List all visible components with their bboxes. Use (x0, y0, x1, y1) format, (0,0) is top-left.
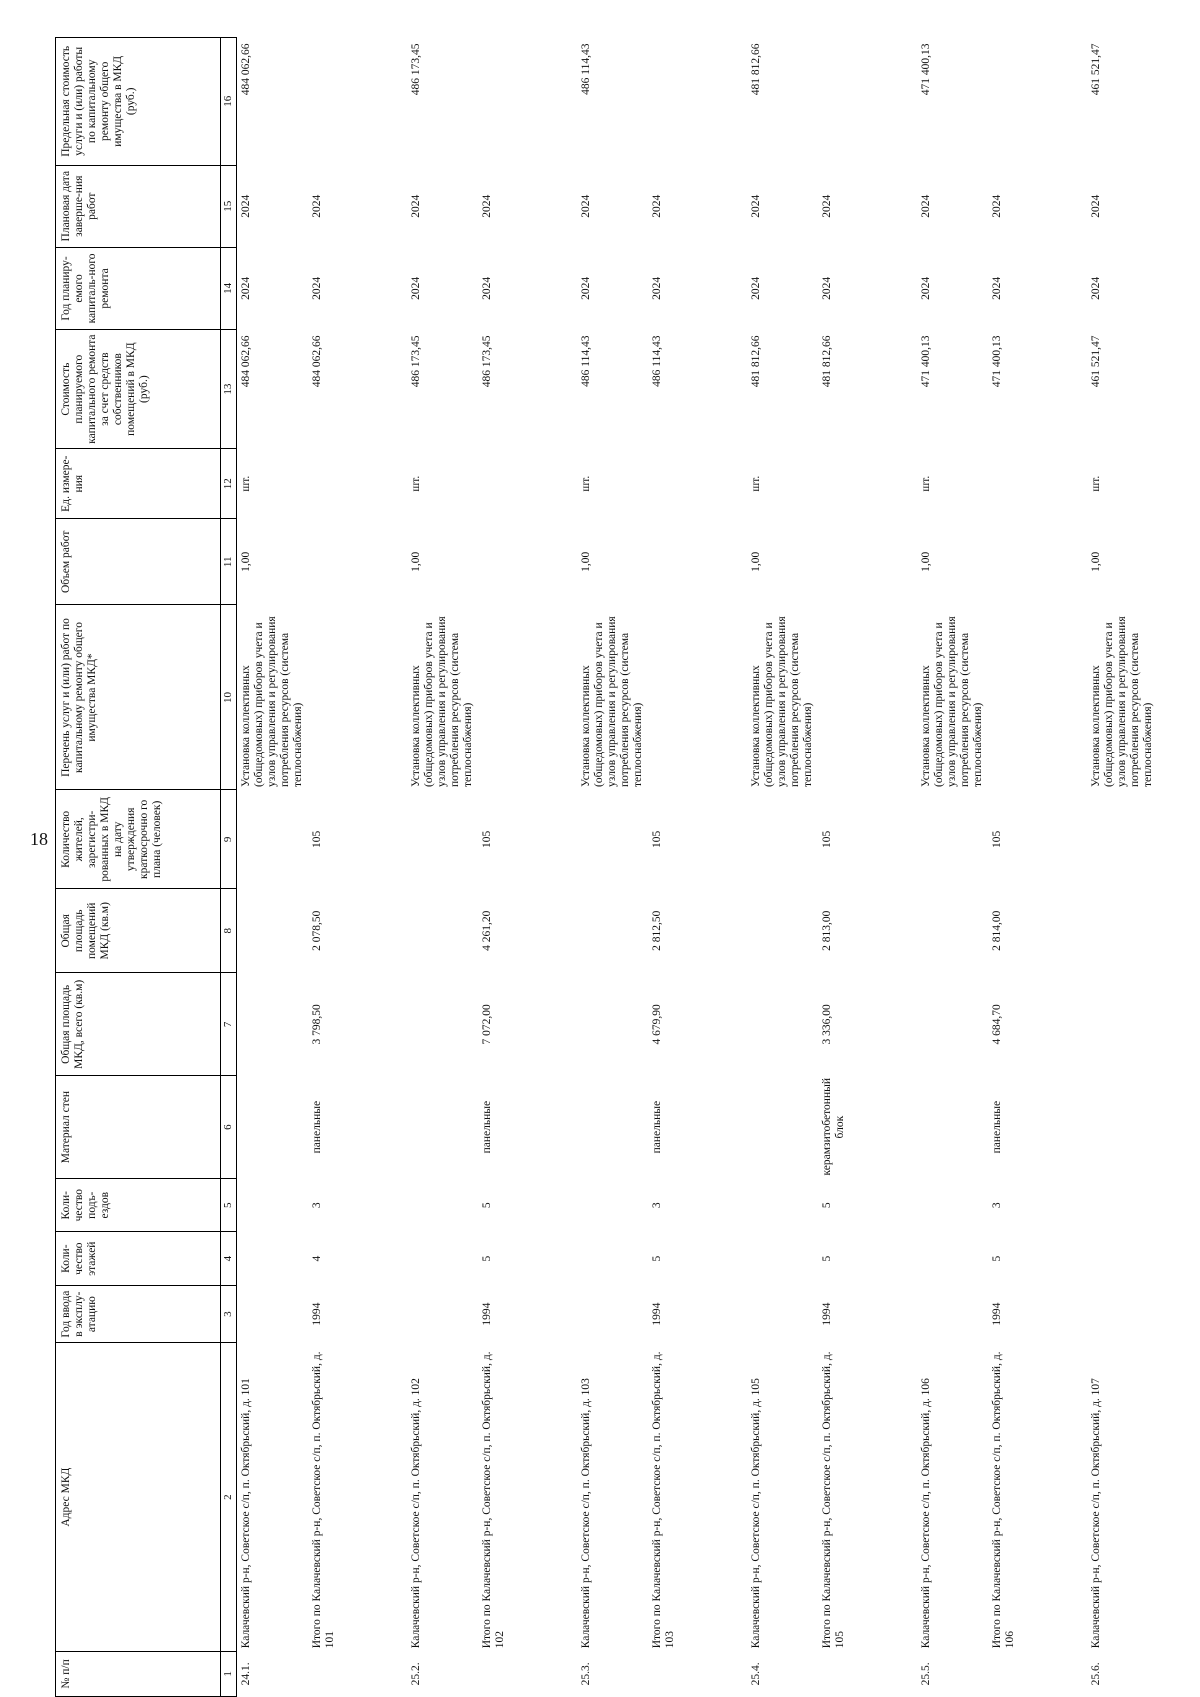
residents-cell: 105 (651, 830, 663, 848)
wall-material-cell (917, 1076, 988, 1179)
column-number-row (221, 38, 237, 1697)
end-date-cell: 2024 (750, 194, 762, 218)
wall-material-cell (407, 1076, 478, 1179)
limit-cost-cell (308, 38, 407, 166)
area-rooms-cell: 2 813,00 (821, 910, 833, 951)
year-built-cell (237, 1285, 309, 1343)
column-number: 16 (221, 38, 237, 166)
header-row (56, 38, 221, 1697)
address-cell: Итого по Калачевский р-н, Советское с/п, п. Октябрьский, д. 103 (651, 1351, 676, 1649)
column-number: 14 (221, 247, 237, 329)
column-number: 6 (221, 1076, 237, 1179)
work-list-cell (988, 605, 1087, 790)
residents-cell (917, 790, 988, 889)
volume-cell (648, 519, 747, 605)
address-cell: Калачевский р-н, Советское с/п, п. Октябрьский, д. 103 (580, 1378, 592, 1649)
repair-year-cell: 2024 (651, 276, 663, 300)
work-list-cell: Установка коллективных (общедомовых) приборов учета и узлов управления и регулирования потребления ресурсов (система теплоснабжения) (410, 616, 474, 787)
cost-cell: 486 173,45 (410, 335, 422, 388)
limit-cost-cell (988, 38, 1087, 166)
limit-cost-cell: 486 114,43 (580, 43, 592, 95)
table-row (407, 38, 478, 1697)
repair-year-cell: 2024 (750, 276, 762, 300)
floors-cell (1087, 1232, 1158, 1285)
row-number (478, 1651, 577, 1696)
header-cell: Год планиру-емого капиталь-ного ремонта (56, 247, 221, 329)
entrances-cell (577, 1179, 648, 1232)
address-cell: Итого по Калачевский р-н, Советское с/п, п. Октябрьский, д. 102 (481, 1351, 506, 1649)
wall-material-cell: панельные (481, 1100, 493, 1154)
row-number (818, 1651, 917, 1696)
header-cell: № п/п (56, 1651, 221, 1696)
limit-cost-cell: 461 521,47 (1090, 43, 1102, 96)
entrances-cell (407, 1179, 478, 1232)
unit-cell: шт. (410, 475, 422, 492)
row-number: 24.1. (240, 1662, 252, 1686)
year-built-cell: 1994 (481, 1302, 493, 1326)
column-number: 2 (221, 1343, 237, 1651)
header-cell: Год ввода в эксплу-атацию (56, 1285, 221, 1343)
row-number: 25.4. (750, 1662, 762, 1686)
area-rooms-cell: 4 261,20 (481, 910, 493, 951)
unit-cell (818, 449, 917, 519)
repair-year-cell: 2024 (481, 276, 493, 300)
total-row (818, 38, 917, 1697)
limit-cost-cell (818, 38, 917, 166)
year-built-cell (407, 1285, 478, 1343)
residents-cell: 105 (481, 830, 493, 848)
area-rooms-cell: 2 814,00 (991, 910, 1003, 951)
work-list-cell: Установка коллективных (общедомовых) приборов учета и узлов управления и регулирования потребления ресурсов (система теплоснабжения) (920, 616, 984, 787)
year-built-cell (917, 1285, 988, 1343)
repair-year-cell: 2024 (821, 276, 833, 300)
wall-material-cell (577, 1076, 648, 1179)
floors-cell: 4 (311, 1255, 323, 1262)
entrances-cell: 3 (991, 1202, 1003, 1209)
volume-cell: 1,00 (1090, 551, 1102, 572)
column-number: 11 (221, 519, 237, 605)
residents-cell (407, 790, 478, 889)
year-built-cell: 1994 (821, 1302, 833, 1326)
cost-cell: 481 812,66 (821, 335, 833, 388)
repair-year-cell: 2024 (311, 276, 323, 300)
area-rooms-cell (1087, 889, 1158, 973)
address-cell: Калачевский р-н, Советское с/п, п. Октябрьский, д. 106 (920, 1378, 932, 1649)
year-built-cell: 1994 (651, 1302, 663, 1326)
column-number: 1 (221, 1651, 237, 1696)
area-total-cell (917, 973, 988, 1076)
volume-cell: 1,00 (920, 551, 932, 572)
cost-cell: 481 812,66 (750, 335, 762, 388)
column-number: 13 (221, 330, 237, 449)
table-row (1087, 38, 1158, 1697)
row-number (988, 1651, 1087, 1696)
cost-cell: 486 114,43 (651, 335, 663, 387)
area-total-cell (407, 973, 478, 1076)
cost-cell: 484 062,66 (240, 335, 252, 388)
end-date-cell: 2024 (991, 194, 1003, 218)
end-date-cell: 2024 (311, 194, 323, 218)
total-row (988, 38, 1087, 1697)
header-cell: Коли-чество подъ-ездов (56, 1179, 221, 1232)
column-number: 15 (221, 165, 237, 247)
table-body (237, 38, 1159, 1697)
limit-cost-cell: 486 173,45 (410, 43, 422, 96)
end-date-cell: 2024 (240, 194, 252, 218)
area-total-cell (577, 973, 648, 1076)
address-cell: Калачевский р-н, Советское с/п, п. Октябрьский, д. 105 (750, 1378, 762, 1649)
table-row (917, 38, 988, 1697)
total-row (308, 38, 407, 1697)
page-number: 18 (30, 829, 48, 849)
header-cell: Стоимость планируемого капитального ремонта за счет средств собственников помещений в МКД (руб.) (56, 330, 221, 449)
entrances-cell (917, 1179, 988, 1232)
address-cell: Калачевский р-н, Советское с/п, п. Октябрьский, д. 101 (240, 1378, 252, 1649)
volume-cell (478, 519, 577, 605)
work-list-cell: Установка коллективных (общедомовых) приборов учета и узлов управления и регулирования потребления ресурсов (система теплоснабжения) (750, 616, 814, 787)
wall-material-cell (747, 1076, 818, 1179)
header-cell: Общая площадь помещений МКД (кв.м) (56, 889, 221, 973)
year-built-cell (577, 1285, 648, 1343)
limit-cost-cell: 481 812,66 (750, 43, 762, 96)
address-cell: Итого по Калачевский р-н, Советское с/п, п. Октябрьский, д. 101 (311, 1351, 336, 1649)
total-row (648, 38, 747, 1697)
entrances-cell: 5 (821, 1202, 833, 1209)
entrances-cell: 3 (651, 1202, 663, 1209)
column-number: 8 (221, 889, 237, 973)
floors-cell: 5 (651, 1255, 663, 1262)
cost-cell: 461 521,47 (1090, 335, 1102, 388)
row-number: 25.3. (580, 1662, 592, 1686)
volume-cell: 1,00 (240, 551, 252, 572)
unit-cell (988, 449, 1087, 519)
unit-cell: шт. (750, 475, 762, 492)
header-cell: Предельная стоимость услуги и (или) работы по капитальному ремонту общего имущества в МКД (руб.) (56, 38, 221, 166)
area-total-cell: 4 679,90 (651, 1004, 663, 1045)
area-total-cell: 3 798,50 (311, 1004, 323, 1045)
end-date-cell: 2024 (1090, 194, 1102, 218)
area-rooms-cell: 2 078,50 (311, 910, 323, 951)
floors-cell: 5 (821, 1255, 833, 1262)
floors-cell: 5 (991, 1255, 1003, 1262)
area-total-cell: 3 336,00 (821, 1004, 833, 1045)
floors-cell (577, 1232, 648, 1285)
floors-cell (237, 1232, 309, 1285)
residents-cell (1087, 790, 1158, 889)
column-number: 4 (221, 1232, 237, 1285)
residents-cell (747, 790, 818, 889)
column-number: 10 (221, 605, 237, 790)
repair-year-cell: 2024 (991, 276, 1003, 300)
wall-material-cell: керамзитобетонный блок (821, 1078, 846, 1176)
floors-cell: 5 (481, 1255, 493, 1262)
year-built-cell (1087, 1285, 1158, 1343)
wall-material-cell: панельные (311, 1100, 323, 1154)
work-list-cell: Установка коллективных (общедомовых) приборов учета и узлов управления и регулирования потребления ресурсов (система теплоснабжения) (1090, 616, 1154, 787)
residents-cell: 105 (311, 830, 323, 848)
wall-material-cell: панельные (991, 1100, 1003, 1154)
limit-cost-cell (478, 38, 577, 166)
repair-year-cell: 2024 (410, 276, 422, 300)
row-number (308, 1651, 407, 1696)
column-number: 7 (221, 973, 237, 1076)
table-row (577, 38, 648, 1697)
area-total-cell (747, 973, 818, 1076)
residents-cell: 105 (821, 830, 833, 848)
year-built-cell (747, 1285, 818, 1343)
area-rooms-cell (407, 889, 478, 973)
header-cell: Плановая дата заверше-ния работ (56, 165, 221, 247)
cost-cell: 471 400,13 (991, 335, 1003, 388)
area-total-cell (1087, 973, 1158, 1076)
residents-cell (237, 790, 309, 889)
row-number: 25.5. (920, 1662, 932, 1686)
column-number: 3 (221, 1285, 237, 1343)
repair-year-cell: 2024 (580, 276, 592, 300)
cost-cell: 484 062,66 (311, 335, 323, 388)
area-rooms-cell (237, 889, 309, 973)
rotated-page (55, 37, 1198, 1697)
limit-cost-cell: 484 062,66 (240, 43, 252, 96)
row-number (648, 1651, 747, 1696)
volume-cell: 1,00 (580, 551, 592, 572)
header-cell: Общая площадь МКД, всего (кв.м) (56, 973, 221, 1076)
end-date-cell: 2024 (481, 194, 493, 218)
column-number: 12 (221, 449, 237, 519)
work-list-cell: Установка коллективных (общедомовых) приборов учета и узлов управления и регулирования потребления ресурсов (система теплоснабжения) (240, 616, 304, 787)
floors-cell (407, 1232, 478, 1285)
cost-cell: 486 173,45 (481, 335, 493, 388)
repair-year-cell: 2024 (1090, 276, 1102, 300)
residents-cell: 105 (991, 830, 1003, 848)
header-cell: Материал стен (56, 1076, 221, 1179)
column-number: 9 (221, 790, 237, 889)
year-built-cell: 1994 (991, 1302, 1003, 1326)
wall-material-cell: панельные (651, 1100, 663, 1154)
year-built-cell: 1994 (311, 1302, 323, 1326)
volume-cell (308, 519, 407, 605)
unit-cell: шт. (240, 475, 252, 492)
total-row (478, 38, 577, 1697)
residents-cell (577, 790, 648, 889)
header-cell: Коли-чество этажей (56, 1232, 221, 1285)
row-number: 25.6. (1090, 1662, 1102, 1686)
volume-cell: 1,00 (750, 551, 762, 572)
unit-cell (478, 449, 577, 519)
capital-repair-table (55, 37, 1158, 1697)
area-total-cell (237, 973, 309, 1076)
area-rooms-cell (747, 889, 818, 973)
end-date-cell: 2024 (920, 194, 932, 218)
entrances-cell: 5 (481, 1202, 493, 1209)
unit-cell: шт. (920, 475, 932, 492)
address-cell: Калачевский р-н, Советское с/п, п. Октябрьский, д. 102 (410, 1378, 422, 1649)
table-row (747, 38, 818, 1697)
end-date-cell: 2024 (821, 194, 833, 218)
unit-cell (308, 449, 407, 519)
entrances-cell (747, 1179, 818, 1232)
work-list-cell: Установка коллективных (общедомовых) приборов учета и узлов управления и регулирования потребления ресурсов (система теплоснабжения) (580, 616, 644, 787)
limit-cost-cell (648, 38, 747, 166)
end-date-cell: 2024 (651, 194, 663, 218)
entrances-cell: 3 (311, 1202, 323, 1209)
unit-cell: шт. (580, 475, 592, 492)
floors-cell (917, 1232, 988, 1285)
limit-cost-cell: 471 400,13 (920, 43, 932, 96)
header-cell: Объем работ (56, 519, 221, 605)
work-list-cell (818, 605, 917, 790)
unit-cell: шт. (1090, 475, 1102, 492)
address-cell: Калачевский р-н, Советское с/п, п. Октябрьский, д. 107 (1090, 1378, 1102, 1649)
work-list-cell (308, 605, 407, 790)
work-list-cell (478, 605, 577, 790)
repair-year-cell: 2024 (920, 276, 932, 300)
area-total-cell: 4 684,70 (991, 1004, 1003, 1045)
wall-material-cell (1087, 1076, 1158, 1179)
area-rooms-cell (917, 889, 988, 973)
entrances-cell (1087, 1179, 1158, 1232)
end-date-cell: 2024 (580, 194, 592, 218)
end-date-cell: 2024 (410, 194, 422, 218)
area-rooms-cell (577, 889, 648, 973)
header-cell: Перечень услуг и (или) работ по капитальному ремонту общего имущества МКД* (56, 605, 221, 790)
floors-cell (747, 1232, 818, 1285)
row-number: 25.2. (410, 1662, 422, 1686)
header-cell: Адрес МКД (56, 1343, 221, 1651)
volume-cell (818, 519, 917, 605)
unit-cell (648, 449, 747, 519)
address-cell: Итого по Калачевский р-н, Советское с/п, п. Октябрьский, д. 106 (991, 1351, 1016, 1649)
address-cell: Итого по Калачевский р-н, Советское с/п, п. Октябрьский, д. 105 (821, 1351, 846, 1649)
repair-year-cell: 2024 (240, 276, 252, 300)
wall-material-cell (237, 1076, 309, 1179)
area-rooms-cell: 2 812,50 (651, 910, 663, 951)
entrances-cell (237, 1179, 309, 1232)
table-row (237, 38, 309, 1697)
cost-cell: 486 114,43 (580, 335, 592, 387)
area-total-cell: 7 072,00 (481, 1004, 493, 1045)
work-list-cell (648, 605, 747, 790)
volume-cell (988, 519, 1087, 605)
volume-cell: 1,00 (410, 551, 422, 572)
cost-cell: 471 400,13 (920, 335, 932, 388)
header-cell: Ед. измере-ния (56, 449, 221, 519)
header-cell: Количество жителей, зарегистри-рованных в МКД на дату утверждения краткосрочно го плана (человек) (56, 790, 221, 889)
column-number: 5 (221, 1179, 237, 1232)
